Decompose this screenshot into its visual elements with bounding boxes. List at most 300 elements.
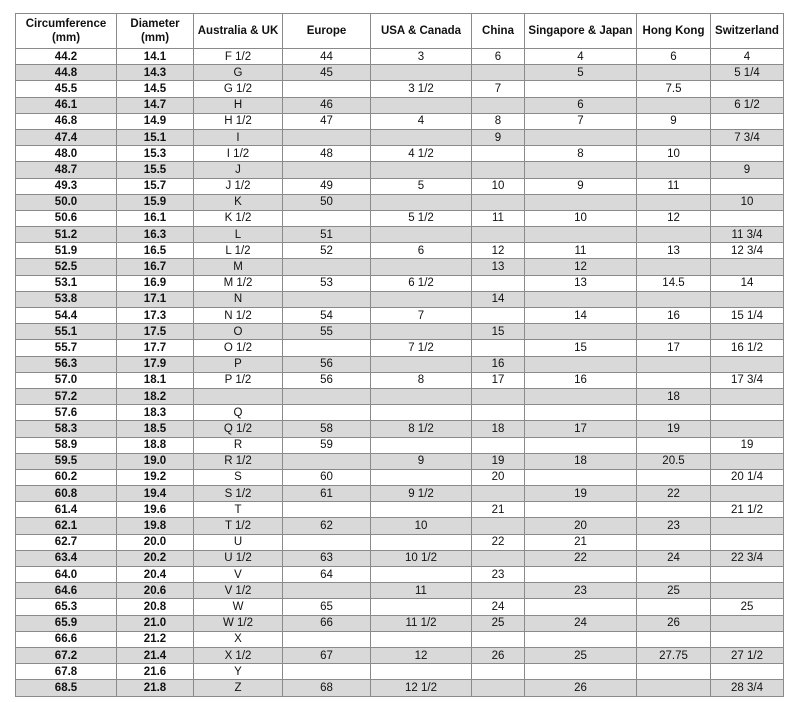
- table-row: [16, 647, 784, 663]
- cell-australia-uk: Q: [194, 405, 283, 421]
- cell-switzerland: 19: [711, 437, 784, 453]
- table-row: [16, 680, 784, 696]
- table-row: [16, 421, 784, 437]
- cell-europe: 47: [283, 113, 371, 129]
- cell-europe: 59: [283, 437, 371, 453]
- cell-singapore-japan: 11: [525, 243, 637, 259]
- cell-hong-kong: 11: [637, 178, 711, 194]
- cell-europe: 58: [283, 421, 371, 437]
- cell-circumference: 51.2: [16, 227, 117, 243]
- cell-diameter: 20.2: [117, 550, 194, 566]
- cell-circumference: 61.4: [16, 502, 117, 518]
- cell-australia-uk: I: [194, 129, 283, 145]
- table-row: [16, 81, 784, 97]
- cell-switzerland: 5 1/4: [711, 65, 784, 81]
- cell-australia-uk: P 1/2: [194, 372, 283, 388]
- cell-switzerland: [711, 534, 784, 550]
- cell-china: [472, 550, 525, 566]
- cell-china: 22: [472, 534, 525, 550]
- cell-china: 16: [472, 356, 525, 372]
- table-row: [16, 615, 784, 631]
- cell-singapore-japan: 5: [525, 65, 637, 81]
- cell-switzerland: [711, 664, 784, 680]
- cell-singapore-japan: 8: [525, 146, 637, 162]
- cell-hong-kong: [637, 291, 711, 307]
- cell-australia-uk: W 1/2: [194, 615, 283, 631]
- cell-europe: [283, 631, 371, 647]
- cell-europe: [283, 340, 371, 356]
- cell-china: 10: [472, 178, 525, 194]
- column-header-label: Switzerland: [715, 25, 779, 37]
- cell-hong-kong: [637, 599, 711, 615]
- cell-switzerland: 4: [711, 49, 784, 65]
- cell-hong-kong: 25: [637, 583, 711, 599]
- cell-hong-kong: [637, 502, 711, 518]
- cell-australia-uk: X: [194, 631, 283, 647]
- cell-china: [472, 162, 525, 178]
- cell-australia-uk: F 1/2: [194, 49, 283, 65]
- cell-diameter: 21.0: [117, 615, 194, 631]
- cell-circumference: 44.2: [16, 49, 117, 65]
- table-row: [16, 275, 784, 291]
- cell-europe: 44: [283, 49, 371, 65]
- cell-diameter: 18.1: [117, 372, 194, 388]
- cell-usa-canada: [371, 291, 472, 307]
- ring-size-table: [15, 13, 784, 697]
- cell-hong-kong: 6: [637, 49, 711, 65]
- cell-hong-kong: 12: [637, 210, 711, 226]
- cell-switzerland: [711, 486, 784, 502]
- cell-europe: 66: [283, 615, 371, 631]
- cell-circumference: 56.3: [16, 356, 117, 372]
- cell-europe: 53: [283, 275, 371, 291]
- cell-usa-canada: [371, 437, 472, 453]
- cell-hong-kong: [637, 680, 711, 696]
- cell-australia-uk: [194, 388, 283, 404]
- cell-usa-canada: 7: [371, 308, 472, 324]
- cell-australia-uk: N: [194, 291, 283, 307]
- cell-europe: [283, 291, 371, 307]
- table-row: [16, 664, 784, 680]
- cell-usa-canada: 8: [371, 372, 472, 388]
- cell-switzerland: [711, 259, 784, 275]
- cell-switzerland: 11 3/4: [711, 227, 784, 243]
- table-row: [16, 227, 784, 243]
- cell-usa-canada: 12 1/2: [371, 680, 472, 696]
- cell-usa-canada: [371, 97, 472, 113]
- cell-australia-uk: L 1/2: [194, 243, 283, 259]
- cell-china: [472, 146, 525, 162]
- cell-usa-canada: [371, 502, 472, 518]
- cell-circumference: 64.6: [16, 583, 117, 599]
- cell-singapore-japan: 15: [525, 340, 637, 356]
- cell-singapore-japan: [525, 405, 637, 421]
- cell-usa-canada: 4: [371, 113, 472, 129]
- cell-china: [472, 227, 525, 243]
- cell-europe: 63: [283, 550, 371, 566]
- cell-hong-kong: 26: [637, 615, 711, 631]
- cell-australia-uk: L: [194, 227, 283, 243]
- cell-usa-canada: [371, 194, 472, 210]
- cell-china: 6: [472, 49, 525, 65]
- cell-australia-uk: T: [194, 502, 283, 518]
- cell-diameter: 14.5: [117, 81, 194, 97]
- table-row: [16, 178, 784, 194]
- table-row: [16, 291, 784, 307]
- cell-china: [472, 388, 525, 404]
- cell-hong-kong: 20.5: [637, 453, 711, 469]
- cell-circumference: 48.7: [16, 162, 117, 178]
- cell-hong-kong: [637, 372, 711, 388]
- cell-australia-uk: S: [194, 469, 283, 485]
- cell-switzerland: [711, 178, 784, 194]
- cell-singapore-japan: [525, 356, 637, 372]
- cell-switzerland: 7 3/4: [711, 129, 784, 145]
- cell-usa-canada: 4 1/2: [371, 146, 472, 162]
- cell-china: 21: [472, 502, 525, 518]
- cell-circumference: 57.6: [16, 405, 117, 421]
- cell-switzerland: [711, 631, 784, 647]
- cell-switzerland: [711, 146, 784, 162]
- cell-diameter: 21.8: [117, 680, 194, 696]
- cell-usa-canada: [371, 129, 472, 145]
- cell-hong-kong: [637, 664, 711, 680]
- cell-australia-uk: R 1/2: [194, 453, 283, 469]
- table-row: [16, 210, 784, 226]
- cell-circumference: 53.1: [16, 275, 117, 291]
- cell-switzerland: 25: [711, 599, 784, 615]
- cell-switzerland: 10: [711, 194, 784, 210]
- table-row: [16, 631, 784, 647]
- table-row: [16, 550, 784, 566]
- cell-usa-canada: 9: [371, 453, 472, 469]
- cell-europe: 46: [283, 97, 371, 113]
- cell-singapore-japan: 14: [525, 308, 637, 324]
- cell-europe: 56: [283, 372, 371, 388]
- cell-europe: 67: [283, 647, 371, 663]
- cell-australia-uk: R: [194, 437, 283, 453]
- cell-europe: 51: [283, 227, 371, 243]
- table-body: [16, 49, 784, 697]
- cell-china: [472, 194, 525, 210]
- table-row: [16, 340, 784, 356]
- cell-usa-canada: [371, 599, 472, 615]
- cell-circumference: 55.1: [16, 324, 117, 340]
- cell-diameter: 19.2: [117, 469, 194, 485]
- cell-singapore-japan: [525, 567, 637, 583]
- cell-china: [472, 65, 525, 81]
- cell-usa-canada: 6: [371, 243, 472, 259]
- cell-diameter: 15.9: [117, 194, 194, 210]
- cell-circumference: 68.5: [16, 680, 117, 696]
- cell-singapore-japan: [525, 227, 637, 243]
- table-row: [16, 372, 784, 388]
- cell-singapore-japan: [525, 194, 637, 210]
- cell-china: [472, 631, 525, 647]
- cell-europe: [283, 259, 371, 275]
- cell-singapore-japan: [525, 129, 637, 145]
- cell-switzerland: 9: [711, 162, 784, 178]
- column-header-label: Circumference: [25, 18, 107, 30]
- cell-singapore-japan: [525, 631, 637, 647]
- cell-china: 8: [472, 113, 525, 129]
- table-row: [16, 388, 784, 404]
- cell-europe: 54: [283, 308, 371, 324]
- column-header-unit: (mm): [51, 32, 81, 44]
- cell-switzerland: 27 1/2: [711, 647, 784, 663]
- cell-hong-kong: [637, 65, 711, 81]
- cell-circumference: 64.0: [16, 567, 117, 583]
- cell-switzerland: 12 3/4: [711, 243, 784, 259]
- cell-diameter: 20.6: [117, 583, 194, 599]
- cell-diameter: 14.1: [117, 49, 194, 65]
- cell-australia-uk: X 1/2: [194, 647, 283, 663]
- cell-diameter: 17.3: [117, 308, 194, 324]
- cell-diameter: 19.6: [117, 502, 194, 518]
- cell-usa-canada: 12: [371, 647, 472, 663]
- cell-singapore-japan: 19: [525, 486, 637, 502]
- cell-china: [472, 275, 525, 291]
- cell-china: 26: [472, 647, 525, 663]
- cell-singapore-japan: 13: [525, 275, 637, 291]
- column-header-switzerland: [711, 14, 784, 49]
- table-row: [16, 567, 784, 583]
- column-header-australia-uk: [194, 14, 283, 49]
- cell-europe: 60: [283, 469, 371, 485]
- cell-circumference: 62.1: [16, 518, 117, 534]
- column-header-singapore-japan: [525, 14, 637, 49]
- cell-australia-uk: H: [194, 97, 283, 113]
- cell-singapore-japan: 21: [525, 534, 637, 550]
- cell-switzerland: 14: [711, 275, 784, 291]
- cell-hong-kong: [637, 129, 711, 145]
- cell-switzerland: [711, 421, 784, 437]
- cell-usa-canada: [371, 388, 472, 404]
- cell-europe: [283, 502, 371, 518]
- cell-circumference: 65.9: [16, 615, 117, 631]
- cell-singapore-japan: 16: [525, 372, 637, 388]
- cell-circumference: 62.7: [16, 534, 117, 550]
- cell-hong-kong: [637, 567, 711, 583]
- cell-circumference: 58.3: [16, 421, 117, 437]
- cell-hong-kong: 19: [637, 421, 711, 437]
- cell-usa-canada: 5: [371, 178, 472, 194]
- cell-singapore-japan: 7: [525, 113, 637, 129]
- cell-usa-canada: 10: [371, 518, 472, 534]
- cell-circumference: 50.0: [16, 194, 117, 210]
- cell-diameter: 17.7: [117, 340, 194, 356]
- cell-diameter: 16.9: [117, 275, 194, 291]
- cell-europe: [283, 388, 371, 404]
- cell-china: [472, 308, 525, 324]
- cell-singapore-japan: [525, 437, 637, 453]
- cell-singapore-japan: 22: [525, 550, 637, 566]
- cell-singapore-japan: [525, 599, 637, 615]
- cell-diameter: 15.3: [117, 146, 194, 162]
- cell-switzerland: 28 3/4: [711, 680, 784, 696]
- table-row: [16, 534, 784, 550]
- cell-australia-uk: V: [194, 567, 283, 583]
- cell-usa-canada: 10 1/2: [371, 550, 472, 566]
- cell-usa-canada: 6 1/2: [371, 275, 472, 291]
- table-row: [16, 308, 784, 324]
- cell-circumference: 46.1: [16, 97, 117, 113]
- cell-hong-kong: 16: [637, 308, 711, 324]
- cell-china: 18: [472, 421, 525, 437]
- column-header-usa-canada: [371, 14, 472, 49]
- column-header-hong-kong: [637, 14, 711, 49]
- header-row: [16, 14, 784, 49]
- table-row: [16, 194, 784, 210]
- cell-china: [472, 437, 525, 453]
- table-row: [16, 405, 784, 421]
- cell-diameter: 16.3: [117, 227, 194, 243]
- cell-china: [472, 340, 525, 356]
- table-row: [16, 437, 784, 453]
- cell-usa-canada: 11: [371, 583, 472, 599]
- cell-europe: 50: [283, 194, 371, 210]
- cell-singapore-japan: 26: [525, 680, 637, 696]
- cell-china: 20: [472, 469, 525, 485]
- column-header-unit: (mm): [140, 32, 170, 44]
- cell-hong-kong: 24: [637, 550, 711, 566]
- cell-hong-kong: [637, 631, 711, 647]
- cell-china: [472, 680, 525, 696]
- cell-diameter: 18.8: [117, 437, 194, 453]
- table-header: [16, 14, 784, 49]
- cell-china: [472, 518, 525, 534]
- cell-europe: 55: [283, 324, 371, 340]
- cell-circumference: 60.2: [16, 469, 117, 485]
- cell-diameter: 21.2: [117, 631, 194, 647]
- cell-switzerland: [711, 405, 784, 421]
- cell-switzerland: 21 1/2: [711, 502, 784, 518]
- cell-switzerland: [711, 583, 784, 599]
- cell-china: 7: [472, 81, 525, 97]
- cell-europe: 52: [283, 243, 371, 259]
- column-header-label: USA & Canada: [380, 25, 462, 37]
- cell-circumference: 52.5: [16, 259, 117, 275]
- cell-usa-canada: 5 1/2: [371, 210, 472, 226]
- cell-europe: 49: [283, 178, 371, 194]
- cell-australia-uk: S 1/2: [194, 486, 283, 502]
- cell-diameter: 18.2: [117, 388, 194, 404]
- cell-hong-kong: 18: [637, 388, 711, 404]
- cell-usa-canada: [371, 259, 472, 275]
- cell-china: 14: [472, 291, 525, 307]
- cell-singapore-japan: [525, 81, 637, 97]
- cell-usa-canada: [371, 631, 472, 647]
- cell-europe: [283, 81, 371, 97]
- cell-circumference: 59.5: [16, 453, 117, 469]
- cell-usa-canada: [371, 534, 472, 550]
- cell-diameter: 20.4: [117, 567, 194, 583]
- table-row: [16, 49, 784, 65]
- cell-diameter: 14.9: [117, 113, 194, 129]
- cell-switzerland: [711, 356, 784, 372]
- cell-europe: 45: [283, 65, 371, 81]
- cell-switzerland: 6 1/2: [711, 97, 784, 113]
- cell-hong-kong: 9: [637, 113, 711, 129]
- table-row: [16, 502, 784, 518]
- column-header-china: [472, 14, 525, 49]
- cell-circumference: 46.8: [16, 113, 117, 129]
- cell-singapore-japan: [525, 469, 637, 485]
- cell-usa-canada: [371, 405, 472, 421]
- cell-diameter: 19.0: [117, 453, 194, 469]
- cell-switzerland: [711, 615, 784, 631]
- cell-switzerland: 15 1/4: [711, 308, 784, 324]
- cell-switzerland: [711, 453, 784, 469]
- cell-australia-uk: I 1/2: [194, 146, 283, 162]
- cell-australia-uk: O: [194, 324, 283, 340]
- cell-china: 25: [472, 615, 525, 631]
- cell-hong-kong: [637, 469, 711, 485]
- cell-china: 9: [472, 129, 525, 145]
- cell-china: [472, 486, 525, 502]
- cell-circumference: 57.2: [16, 388, 117, 404]
- cell-hong-kong: 14.5: [637, 275, 711, 291]
- table-row: [16, 146, 784, 162]
- cell-china: 15: [472, 324, 525, 340]
- cell-singapore-japan: [525, 291, 637, 307]
- cell-singapore-japan: 6: [525, 97, 637, 113]
- table-row: [16, 97, 784, 113]
- cell-diameter: 14.7: [117, 97, 194, 113]
- cell-diameter: 18.5: [117, 421, 194, 437]
- cell-usa-canada: [371, 65, 472, 81]
- cell-hong-kong: [637, 194, 711, 210]
- cell-europe: 68: [283, 680, 371, 696]
- cell-hong-kong: [637, 259, 711, 275]
- column-header-label: Diameter: [130, 18, 180, 30]
- cell-switzerland: [711, 388, 784, 404]
- cell-diameter: 15.7: [117, 178, 194, 194]
- cell-china: 19: [472, 453, 525, 469]
- cell-australia-uk: N 1/2: [194, 308, 283, 324]
- cell-australia-uk: T 1/2: [194, 518, 283, 534]
- cell-china: 23: [472, 567, 525, 583]
- cell-circumference: 67.2: [16, 647, 117, 663]
- cell-europe: [283, 129, 371, 145]
- table-row: [16, 129, 784, 145]
- cell-hong-kong: 13: [637, 243, 711, 259]
- cell-china: [472, 583, 525, 599]
- cell-hong-kong: [637, 324, 711, 340]
- cell-usa-canada: [371, 227, 472, 243]
- cell-europe: [283, 534, 371, 550]
- cell-usa-canada: [371, 567, 472, 583]
- cell-europe: 56: [283, 356, 371, 372]
- cell-diameter: 20.8: [117, 599, 194, 615]
- cell-diameter: 15.5: [117, 162, 194, 178]
- cell-australia-uk: O 1/2: [194, 340, 283, 356]
- cell-hong-kong: 7.5: [637, 81, 711, 97]
- cell-circumference: 55.7: [16, 340, 117, 356]
- cell-usa-canada: 3: [371, 49, 472, 65]
- column-header-label: Europe: [306, 25, 347, 37]
- cell-singapore-japan: 4: [525, 49, 637, 65]
- cell-australia-uk: K: [194, 194, 283, 210]
- cell-circumference: 47.4: [16, 129, 117, 145]
- column-header-label: Australia & UK: [197, 25, 279, 37]
- table-row: [16, 113, 784, 129]
- table-row: [16, 599, 784, 615]
- cell-australia-uk: U: [194, 534, 283, 550]
- table-row: [16, 469, 784, 485]
- cell-china: 17: [472, 372, 525, 388]
- cell-diameter: 19.8: [117, 518, 194, 534]
